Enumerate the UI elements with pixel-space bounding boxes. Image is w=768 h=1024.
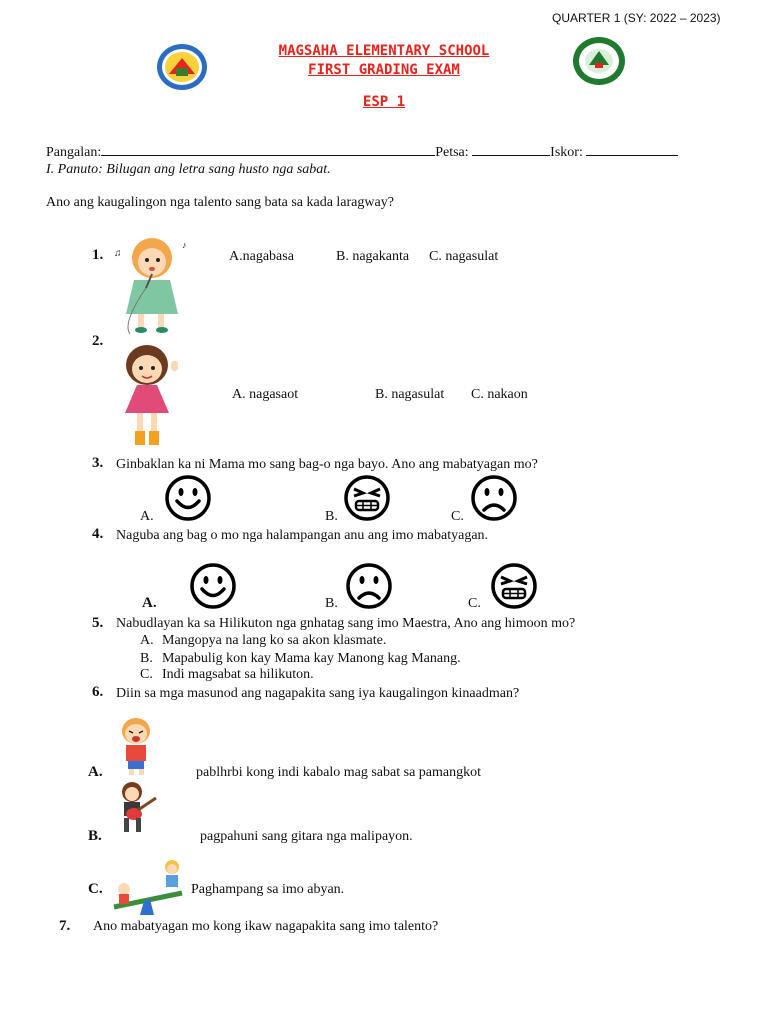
sad-face-icon	[345, 562, 393, 610]
quarter-label: QUARTER 1 (SY: 2022 – 2023)	[552, 11, 721, 25]
q4-number: 4.	[92, 526, 104, 542]
happy-face-icon	[164, 474, 212, 522]
q5-choice-a-text: Mangopya na lang ko sa akon klasmate.	[162, 633, 387, 648]
date-label: Petsa:	[435, 145, 469, 160]
q6-option-b-text[interactable]: pagpahuni sang gitara nga malipayon.	[200, 829, 413, 844]
q5-text: Nabudlayan ka sa Hilikuton nga gnhatag sang imo Maestra, Ano ang himoon mo?	[116, 616, 576, 631]
date-blank[interactable]	[472, 143, 550, 156]
q6-text: Diin sa mga masunod ang nagapakita sang iya kaugalingon kinaadman?	[116, 686, 520, 701]
name-label: Pangalan:	[46, 145, 102, 160]
name-blank[interactable]	[101, 143, 435, 156]
q1-option-c[interactable]: C. nagasulat	[429, 249, 499, 264]
q5-choice-b-letter: B.	[140, 651, 153, 666]
q7-text: Ano mabatyagan mo kong ikaw nagapakita sang imo talento?	[93, 919, 439, 934]
sad-face-icon	[470, 474, 518, 522]
q5-choice-c-text: Indi magsabat sa hilikuton.	[162, 667, 314, 682]
q5-choice-a-letter: A.	[140, 633, 154, 648]
subject-title: ESP 1	[362, 94, 406, 110]
q6-number: 6.	[92, 684, 104, 700]
q5-choice-c[interactable]	[140, 667, 314, 683]
q4-option-a[interactable]: A.	[142, 595, 157, 611]
q3-option-b[interactable]: B.	[325, 509, 338, 524]
q6-option-a-letter[interactable]: A.	[88, 764, 103, 780]
q3-option-c[interactable]: C.	[451, 509, 464, 524]
crying-face-icon	[490, 562, 538, 610]
svg-text:♪: ♪	[182, 240, 187, 250]
q1-number: 1.	[92, 247, 104, 263]
q3-text: Ginbaklan ka ni Mama mo sang bag-o nga bayo. Ano ang mabatyagan mo?	[116, 457, 538, 472]
q6-option-c-text[interactable]: Paghampang sa imo abyan.	[191, 882, 345, 897]
svg-text:♫: ♫	[114, 248, 122, 259]
school-name: MAGSAHA ELEMENTARY SCHOOL	[278, 43, 490, 59]
q6-option-a-text[interactable]: pablhrbi kong indi kabalo mag sabat sa pamangkot	[196, 765, 481, 780]
q2-option-a[interactable]: A. nagasaot	[232, 387, 299, 402]
score-label: Iskor:	[550, 145, 583, 160]
q7-number: 7.	[59, 918, 71, 934]
student-info-line	[46, 143, 678, 161]
dancing-girl-picture	[117, 343, 183, 451]
q4-option-b[interactable]: B.	[325, 596, 338, 611]
crying-boy-picture	[112, 715, 160, 777]
crying-face-icon	[343, 474, 391, 522]
guitar-girl-picture	[112, 780, 160, 836]
q5-number: 5.	[92, 615, 104, 631]
happy-face-icon	[189, 562, 237, 610]
q4-option-c[interactable]: C.	[468, 596, 481, 611]
q3-option-a[interactable]: A.	[140, 509, 154, 524]
q2-option-c[interactable]: C. nakaon	[471, 387, 528, 402]
q5-choice-c-letter: C.	[140, 667, 153, 682]
q2-number: 2.	[92, 333, 104, 349]
q5-choice-b-text: Mapabulig kon kay Mama kay Manong kag Manang.	[162, 651, 461, 666]
q3-number: 3.	[92, 455, 104, 471]
q1-option-a[interactable]: A.nagabasa	[229, 249, 294, 264]
question-intro: Ano ang kaugalingon nga talento sang bata sa kada laragway?	[46, 195, 394, 210]
exam-title: FIRST GRADING EXAM	[308, 62, 460, 78]
q6-option-c-letter[interactable]: C.	[88, 881, 103, 897]
instructions: I. Panuto: Bilugan ang letra sang husto nga sabat.	[46, 162, 331, 177]
q1-option-b[interactable]: B. nagakanta	[336, 249, 410, 264]
q6-option-b-letter[interactable]: B.	[88, 828, 102, 844]
q4-text: Naguba ang bag o mo nga halampangan anu ang imo mabatyagan.	[116, 528, 489, 543]
q2-option-b[interactable]: B. nagasulat	[375, 387, 445, 402]
q5-choice-a[interactable]	[140, 633, 386, 649]
q5-choice-b[interactable]	[140, 651, 461, 667]
singing-girl-picture	[112, 228, 196, 336]
seesaw-kids-picture	[110, 855, 186, 917]
score-blank[interactable]	[586, 143, 678, 156]
